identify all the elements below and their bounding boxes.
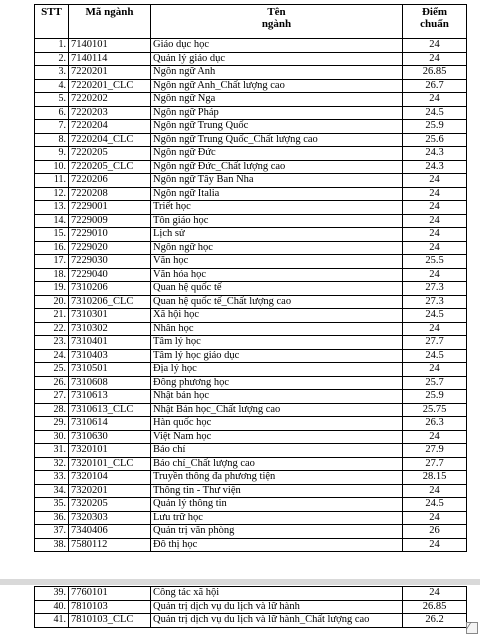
header-name-line1: Tên xyxy=(267,6,286,18)
row-stt: 22. xyxy=(35,322,69,336)
row-name: Quản lý thông tin xyxy=(151,498,403,512)
row-name: Công tác xã hội xyxy=(151,587,403,601)
row-score: 26 xyxy=(403,525,467,539)
row-code: 7310608 xyxy=(69,376,151,390)
row-name: Ngôn ngữ Đức xyxy=(151,147,403,161)
row-stt: 17. xyxy=(35,255,69,269)
row-stt: 2. xyxy=(35,52,69,66)
row-name: Việt Nam học xyxy=(151,430,403,444)
row-stt: 5. xyxy=(35,93,69,107)
row-code: 7340406 xyxy=(69,525,151,539)
row-score: 25.7 xyxy=(403,376,467,390)
row-stt: 32. xyxy=(35,457,69,471)
row-score: 24 xyxy=(403,214,467,228)
row-stt: 38. xyxy=(35,538,69,552)
row-name: Quản trị văn phòng xyxy=(151,525,403,539)
row-score: 27.7 xyxy=(403,336,467,350)
row-score: 24 xyxy=(403,430,467,444)
row-score: 27.9 xyxy=(403,444,467,458)
row-code: 7220204_CLC xyxy=(69,133,151,147)
row-name: Truyền thông đa phương tiện xyxy=(151,471,403,485)
table-row xyxy=(35,106,467,120)
row-stt: 20. xyxy=(35,295,69,309)
table-row xyxy=(35,600,467,614)
table-row xyxy=(35,336,467,350)
row-stt: 26. xyxy=(35,376,69,390)
row-code: 7810103_CLC xyxy=(69,614,151,628)
row-score: 24 xyxy=(403,174,467,188)
row-stt: 1. xyxy=(35,39,69,53)
row-stt: 29. xyxy=(35,417,69,431)
table-row xyxy=(35,241,467,255)
row-stt: 34. xyxy=(35,484,69,498)
row-score: 27.7 xyxy=(403,457,467,471)
row-code: 7220203 xyxy=(69,106,151,120)
row-name: Ngôn ngữ học xyxy=(151,241,403,255)
row-name: Triết học xyxy=(151,201,403,215)
row-stt: 37. xyxy=(35,525,69,539)
row-code: 7310613 xyxy=(69,390,151,404)
row-name: Quan hệ quốc tế xyxy=(151,282,403,296)
table-row xyxy=(35,39,467,53)
row-code: 7320101_CLC xyxy=(69,457,151,471)
row-stt: 36. xyxy=(35,511,69,525)
row-stt: 18. xyxy=(35,268,69,282)
row-code: 7310401 xyxy=(69,336,151,350)
table-row xyxy=(35,147,467,161)
score-table-continued xyxy=(34,586,467,628)
table-row xyxy=(35,120,467,134)
row-score: 24 xyxy=(403,241,467,255)
table-row xyxy=(35,79,467,93)
score-table-page-2 xyxy=(34,586,466,628)
table-row xyxy=(35,390,467,404)
row-score: 24 xyxy=(403,538,467,552)
table-row xyxy=(35,295,467,309)
header-stt: STT xyxy=(35,5,69,39)
row-name: Quản lý giáo dục xyxy=(151,52,403,66)
row-code: 7310630 xyxy=(69,430,151,444)
table-row xyxy=(35,201,467,215)
row-code: 7310206_CLC xyxy=(69,295,151,309)
row-stt: 27. xyxy=(35,390,69,404)
row-name: Nhân học xyxy=(151,322,403,336)
header-score xyxy=(403,5,467,39)
row-code: 7220201 xyxy=(69,66,151,80)
row-name: Nhật bản học xyxy=(151,390,403,404)
table-row xyxy=(35,214,467,228)
row-name: Tôn giáo học xyxy=(151,214,403,228)
row-stt: 28. xyxy=(35,403,69,417)
row-score: 24 xyxy=(403,511,467,525)
table-row xyxy=(35,282,467,296)
row-name: Đô thị học xyxy=(151,538,403,552)
table-row xyxy=(35,444,467,458)
row-name: Quản trị dịch vụ du lịch và lữ hành xyxy=(151,600,403,614)
row-code: 7310301 xyxy=(69,309,151,323)
row-name: Ngôn ngữ Trung Quốc_Chất lượng cao xyxy=(151,133,403,147)
table-row xyxy=(35,525,467,539)
row-score: 24.3 xyxy=(403,160,467,174)
row-code: 7229030 xyxy=(69,255,151,269)
row-code: 7760101 xyxy=(69,587,151,601)
row-code: 7220208 xyxy=(69,187,151,201)
row-code: 7320303 xyxy=(69,511,151,525)
row-code: 7320104 xyxy=(69,471,151,485)
row-name: Ngôn ngữ Nga xyxy=(151,93,403,107)
row-score: 27.3 xyxy=(403,282,467,296)
row-name: Ngôn ngữ Anh_Chất lượng cao xyxy=(151,79,403,93)
table-row xyxy=(35,457,467,471)
row-score: 25.9 xyxy=(403,120,467,134)
table-row xyxy=(35,66,467,80)
row-code: 7220204 xyxy=(69,120,151,134)
row-code: 7310501 xyxy=(69,363,151,377)
row-stt: 33. xyxy=(35,471,69,485)
row-name: Hàn quốc học xyxy=(151,417,403,431)
row-name: Quan hệ quốc tế_Chất lượng cao xyxy=(151,295,403,309)
row-score: 24 xyxy=(403,228,467,242)
row-score: 26.3 xyxy=(403,417,467,431)
row-stt: 21. xyxy=(35,309,69,323)
table-row xyxy=(35,511,467,525)
row-score: 25.6 xyxy=(403,133,467,147)
row-stt: 8. xyxy=(35,133,69,147)
row-code: 7310403 xyxy=(69,349,151,363)
table-row xyxy=(35,471,467,485)
table-row xyxy=(35,538,467,552)
row-score: 24.5 xyxy=(403,349,467,363)
row-code: 7810103 xyxy=(69,600,151,614)
row-code: 7220206 xyxy=(69,174,151,188)
row-name: Xã hội học xyxy=(151,309,403,323)
table-row xyxy=(35,160,467,174)
row-code: 7310614 xyxy=(69,417,151,431)
row-stt: 14. xyxy=(35,214,69,228)
row-name: Đông phương học xyxy=(151,376,403,390)
table-row xyxy=(35,430,467,444)
table-row xyxy=(35,133,467,147)
header-score-line1: Điểm xyxy=(421,6,448,18)
row-name: Địa lý học xyxy=(151,363,403,377)
row-stt: 6. xyxy=(35,106,69,120)
row-code: 7220201_CLC xyxy=(69,79,151,93)
row-name: Tâm lý học giáo dục xyxy=(151,349,403,363)
table-row xyxy=(35,484,467,498)
header-name-line2: ngành xyxy=(261,18,292,30)
row-code: 7220202 xyxy=(69,93,151,107)
row-stt: 15. xyxy=(35,228,69,242)
table-row xyxy=(35,93,467,107)
row-code: 7320201 xyxy=(69,484,151,498)
row-score: 24 xyxy=(403,52,467,66)
row-name: Văn hóa học xyxy=(151,268,403,282)
row-stt: 39. xyxy=(35,587,69,601)
row-code: 7229001 xyxy=(69,201,151,215)
table-row xyxy=(35,174,467,188)
row-stt: 35. xyxy=(35,498,69,512)
table-row xyxy=(35,403,467,417)
row-stt: 13. xyxy=(35,201,69,215)
row-stt: 23. xyxy=(35,336,69,350)
row-name: Quản trị dịch vụ du lịch và lữ hành_Chất lượng cao xyxy=(151,614,403,628)
row-name: Lịch sử xyxy=(151,228,403,242)
row-name: Báo chí xyxy=(151,444,403,458)
table-row xyxy=(35,587,467,601)
row-score: 26.7 xyxy=(403,79,467,93)
header-score-line2: chuẩn xyxy=(420,18,449,30)
row-name: Ngôn ngữ Trung Quốc xyxy=(151,120,403,134)
row-name: Nhật Bản học_Chất lượng cao xyxy=(151,403,403,417)
row-code: 7229040 xyxy=(69,268,151,282)
row-code: 7310613_CLC xyxy=(69,403,151,417)
row-score: 28.15 xyxy=(403,471,467,485)
row-code: 7140101 xyxy=(69,39,151,53)
score-table-page-1 xyxy=(34,4,466,552)
table-row xyxy=(35,614,467,628)
row-score: 24.5 xyxy=(403,309,467,323)
score-table xyxy=(34,4,467,552)
row-code: 7320205 xyxy=(69,498,151,512)
resize-handle[interactable] xyxy=(466,622,478,634)
table-row xyxy=(35,376,467,390)
row-score: 24 xyxy=(403,587,467,601)
row-code: 7320101 xyxy=(69,444,151,458)
row-name: Giáo dục học xyxy=(151,39,403,53)
row-stt: 16. xyxy=(35,241,69,255)
row-stt: 3. xyxy=(35,66,69,80)
row-stt: 10. xyxy=(35,160,69,174)
table-row xyxy=(35,255,467,269)
grip-icon: ⁄ xyxy=(468,621,470,632)
row-name: Ngôn ngữ Pháp xyxy=(151,106,403,120)
row-name: Báo chí_Chất lượng cao xyxy=(151,457,403,471)
table-row xyxy=(35,349,467,363)
row-stt: 19. xyxy=(35,282,69,296)
row-stt: 9. xyxy=(35,147,69,161)
row-score: 26.2 xyxy=(403,614,467,628)
header-name xyxy=(151,5,403,39)
row-stt: 12. xyxy=(35,187,69,201)
row-score: 24 xyxy=(403,39,467,53)
row-stt: 40. xyxy=(35,600,69,614)
row-code: 7580112 xyxy=(69,538,151,552)
row-score: 24 xyxy=(403,93,467,107)
row-score: 26.85 xyxy=(403,600,467,614)
row-name: Ngôn ngữ Đức_Chất lượng cao xyxy=(151,160,403,174)
row-code: 7310206 xyxy=(69,282,151,296)
table-body xyxy=(35,39,467,552)
table-row xyxy=(35,363,467,377)
row-score: 24.5 xyxy=(403,106,467,120)
row-code: 7229010 xyxy=(69,228,151,242)
row-code: 7229009 xyxy=(69,214,151,228)
row-stt: 24. xyxy=(35,349,69,363)
row-code: 7229020 xyxy=(69,241,151,255)
row-score: 25.75 xyxy=(403,403,467,417)
table-row xyxy=(35,322,467,336)
row-stt: 30. xyxy=(35,430,69,444)
row-score: 27.3 xyxy=(403,295,467,309)
table-header-row xyxy=(35,5,467,39)
table-row xyxy=(35,417,467,431)
row-name: Lưu trữ học xyxy=(151,511,403,525)
row-code: 7310302 xyxy=(69,322,151,336)
row-stt: 4. xyxy=(35,79,69,93)
row-score: 26.85 xyxy=(403,66,467,80)
row-score: 24 xyxy=(403,322,467,336)
row-code: 7220205_CLC xyxy=(69,160,151,174)
row-score: 24 xyxy=(403,268,467,282)
row-code: 7220205 xyxy=(69,147,151,161)
row-score: 24 xyxy=(403,484,467,498)
row-score: 24 xyxy=(403,201,467,215)
row-score: 24 xyxy=(403,363,467,377)
row-score: 25.9 xyxy=(403,390,467,404)
row-score: 25.5 xyxy=(403,255,467,269)
row-stt: 25. xyxy=(35,363,69,377)
header-code: Mã ngành xyxy=(69,5,151,39)
table-row xyxy=(35,268,467,282)
table-body-continued xyxy=(35,587,467,628)
table-row xyxy=(35,498,467,512)
row-stt: 41. xyxy=(35,614,69,628)
row-name: Văn học xyxy=(151,255,403,269)
row-name: Thông tin - Thư viện xyxy=(151,484,403,498)
row-code: 7140114 xyxy=(69,52,151,66)
row-stt: 31. xyxy=(35,444,69,458)
row-score: 24 xyxy=(403,187,467,201)
row-stt: 11. xyxy=(35,174,69,188)
table-row xyxy=(35,309,467,323)
row-score: 24.5 xyxy=(403,498,467,512)
table-row xyxy=(35,52,467,66)
row-name: Ngôn ngữ Italia xyxy=(151,187,403,201)
table-row xyxy=(35,187,467,201)
table-row xyxy=(35,228,467,242)
row-name: Tâm lý học xyxy=(151,336,403,350)
row-stt: 7. xyxy=(35,120,69,134)
row-score: 24.3 xyxy=(403,147,467,161)
row-name: Ngôn ngữ Anh xyxy=(151,66,403,80)
row-name: Ngôn ngữ Tây Ban Nha xyxy=(151,174,403,188)
